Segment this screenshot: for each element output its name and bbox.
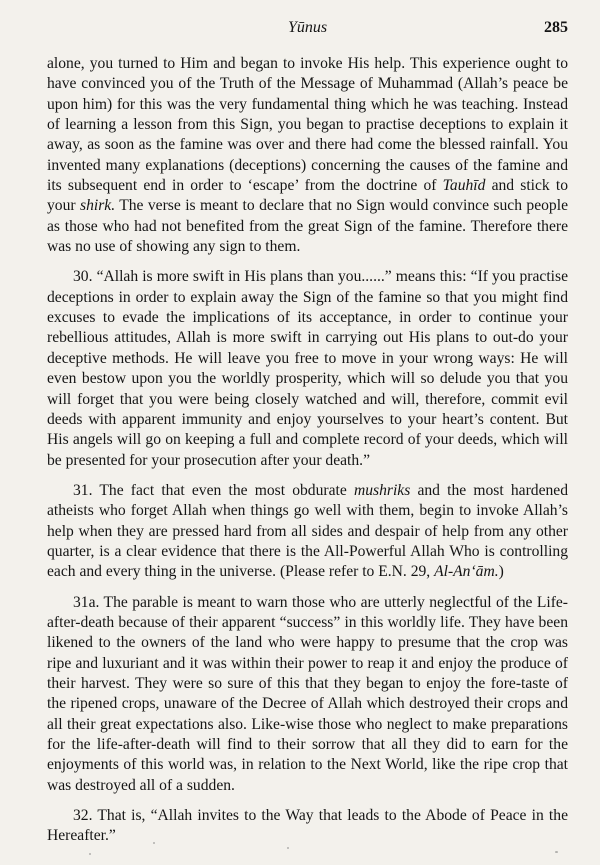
paragraph-text: and stick to your [47, 177, 568, 215]
paragraph-continuation [47, 54, 568, 257]
paragraph-text: 31a. The parable is meant to warn those who are utterly neglectful of the Life-after-death because of their apparent “success” in this worldly life. They have been likened to the owners of the land who were happy to presume that the crop was ripe and luxuriant and it was within their power to reap it and enjoy the produce of their harvest. They were so sure of this that they began to enjoy the fore-taste of the ripened crops, unaware of the Decree of Allah which destroyed their crops and all their great expectations also. Like-wise those who neglect to make preparations for the life-after-death will find to their sorrow that all they did to earn for the enjoyments of this world was, in relation to the Next World, like the ripe crop that was destroyed all of a sudden. [47, 593, 568, 794]
running-title: Yūnus [287, 19, 328, 36]
page-header [47, 18, 568, 44]
italic-term: Tauhīd [442, 177, 486, 195]
page-content [47, 54, 568, 847]
paragraph-text: 31. The fact that even the most obdurate [73, 481, 354, 499]
italic-term: Al-An‘ām. [434, 563, 499, 581]
italic-term: mushriks [353, 481, 411, 499]
italic-term: shirk. [80, 197, 116, 215]
paragraph-text: The verse is meant to declare that no Sign would convince such people as those who had not benefited from the great Sign of the famine. Therefore there was no use of showing any sign to them. [47, 197, 568, 256]
paragraph-text: 30. “Allah is more swift in His plans than you......” means this: “If you practise deceptions in order to explain away the Sign of the famine so that you might find excuses to evade the implications of its acceptance, in order to continue your rebellious attitudes, Allah is more swift in carrying out His plans to out-do your deceptive methods. He will leave you free to move in your wrong ways: He will even bestow upon you the worldly prosperity, which will so delude you that you will forget that you were being closely watched and will, therefore, commit evil deeds with apparent immunity and enjoy yourselves to your heart’s content. But His angels will go on keeping a full and complete record of your deeds, which will be presented for your prosecution after your death.” [47, 268, 568, 469]
note-31 [47, 481, 568, 583]
page-number: 285 [544, 19, 568, 36]
note-32 [47, 806, 568, 847]
paragraph-text: 32. That is, “Allah invites to the Way that leads to the Abode of Peace in the Hereafter.” [47, 807, 568, 845]
paragraph-text: ) [498, 563, 504, 581]
note-31a [47, 593, 568, 796]
paragraph-text: and the most hardened atheists who forget Allah when things go well with them, begin to invoke Allah’s help when they are pressed hard from all sides and despair of help from any other quarter, is a clear evidence that there is the All-Powerful Allah Who is controlling each and every thing in the universe. (Please refer to E.N. 29, [47, 481, 569, 581]
note-30 [47, 267, 568, 470]
paragraph-text: alone, you turned to Him and began to invoke His help. This experience ought to have convinced you of the Truth of the Message of Muhammad (Allah’s peace be upon him) for this was the very fundamental thing which he was teaching. Instead of learning a lesson from this Sign, you began to practise deceptions to explain it away, as soon as the famine was over and there had come the blessed rainfall. You invented many explanations (deceptions) concerning the causes of the famine and its subsequent end in order to ‘escape’ from the doctrine of [47, 55, 568, 195]
